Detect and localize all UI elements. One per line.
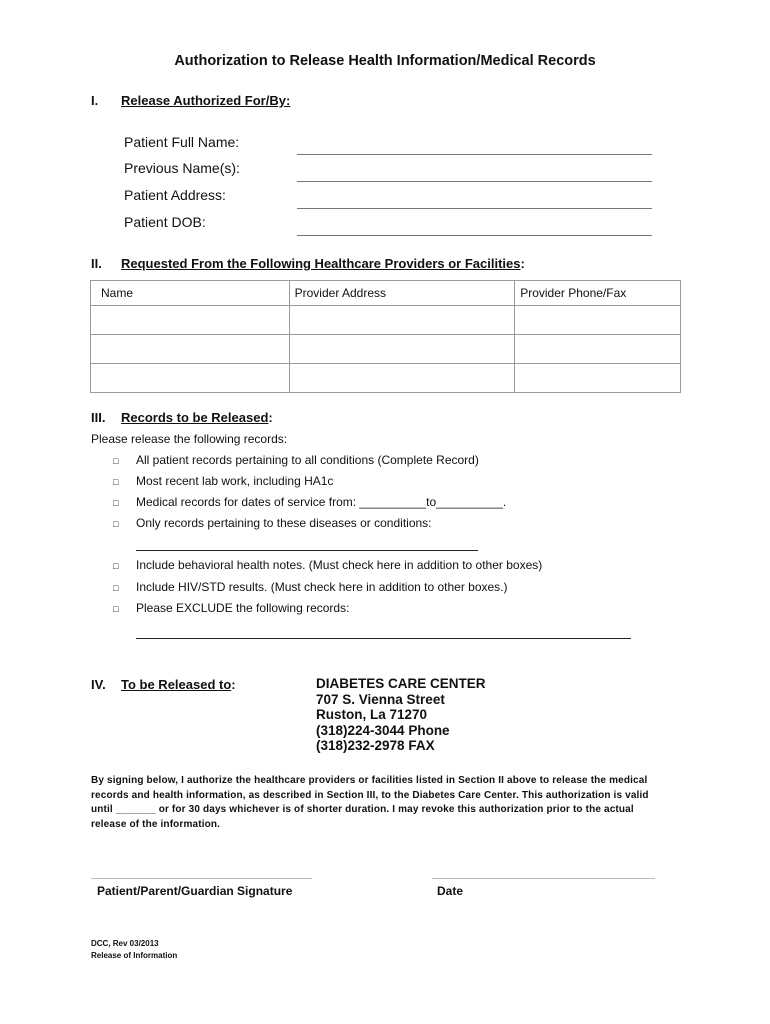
table-cell[interactable] (289, 306, 515, 335)
address-fax: (318)232-2978 FAX (316, 738, 435, 753)
date-line[interactable] (432, 878, 655, 879)
patient-dob-field[interactable] (297, 235, 652, 236)
table-cell[interactable] (289, 335, 515, 364)
section-4-heading (121, 677, 236, 692)
footer-doc-name: Release of Information (91, 951, 178, 960)
footer (91, 938, 177, 962)
table-cell[interactable] (91, 364, 290, 393)
checkbox-specific-conditions[interactable]: □ (113, 519, 119, 529)
table-row (91, 335, 681, 364)
footer-revision: DCC, Rev 03/2013 (91, 939, 159, 948)
column-header-provider-phone-fax: Provider Phone/Fax (515, 281, 681, 306)
release-to-address (316, 676, 486, 754)
patient-dob-label: Patient DOB: (124, 214, 206, 230)
patient-address-field[interactable] (297, 208, 652, 209)
record-option-hiv-std: Include HIV/STD results. (Must check here in addition to other boxes.) (136, 580, 508, 594)
table-cell[interactable] (289, 364, 515, 393)
section-4-number: IV. (91, 677, 106, 692)
records-intro-text: Please release the following records: (91, 432, 288, 446)
section-2-heading-text: Requested From the Following Healthcare Providers or Facilities (121, 256, 521, 271)
patient-full-name-field[interactable] (297, 154, 652, 155)
section-4-colon: : (231, 677, 236, 692)
record-option-specific-conditions: Only records pertaining to these diseases or conditions: (136, 516, 432, 530)
page-title: Authorization to Release Health Information/Medical Records (174, 53, 596, 69)
column-header-provider-address: Provider Address (289, 281, 515, 306)
table-cell[interactable] (515, 335, 681, 364)
date-label: Date (437, 884, 464, 898)
section-3-number: III. (91, 410, 106, 425)
address-city-state-zip: Ruston, La 71270 (316, 707, 428, 722)
checkbox-hiv-std[interactable]: □ (113, 583, 119, 593)
record-option-recent-lab-work: Most recent lab work, including HA1c (136, 474, 334, 488)
section-1-heading (121, 93, 290, 108)
table-cell[interactable] (515, 306, 681, 335)
table-cell[interactable] (91, 335, 290, 364)
section-3-heading (121, 410, 273, 425)
section-3-heading-text: Records to be Released (121, 410, 269, 425)
table-row (91, 306, 681, 335)
previous-names-label: Previous Name(s): (124, 160, 240, 176)
table-row (91, 364, 681, 393)
providers-table (90, 280, 681, 393)
previous-names-field[interactable] (297, 181, 652, 182)
section-2-heading (121, 256, 525, 271)
column-header-name: Name (91, 281, 290, 306)
record-option-exclude-records: Please EXCLUDE the following records: (136, 601, 350, 615)
table-cell[interactable] (91, 306, 290, 335)
patient-full-name-label: Patient Full Name: (124, 134, 240, 150)
signature-label: Patient/Parent/Guardian Signature (97, 884, 293, 898)
section-4-heading-text: To be Released to (121, 677, 232, 692)
section-3-colon: : (268, 410, 273, 425)
section-1-number: I. (91, 93, 99, 108)
section-2-colon: : (520, 256, 525, 271)
checkbox-recent-lab-work[interactable]: □ (113, 477, 119, 487)
checkbox-exclude-records[interactable]: □ (113, 604, 119, 614)
record-option-dates-of-service: Medical records for dates of service from: __________to__________. (136, 495, 507, 509)
signature-line[interactable] (91, 878, 312, 879)
table-header-row (91, 281, 681, 306)
address-phone: (318)224-3044 Phone (316, 722, 450, 738)
table-cell[interactable] (515, 364, 681, 393)
record-option-complete-record: All patient records pertaining to all conditions (Complete Record) (136, 453, 479, 467)
section-1-heading-text: Release Authorized For/By: (121, 93, 291, 108)
address-org-name: DIABETES CARE CENTER (316, 676, 486, 691)
record-option-behavioral-health: Include behavioral health notes. (Must check here in addition to other boxes) (136, 558, 543, 572)
checkbox-behavioral-health[interactable]: □ (113, 561, 119, 571)
checkbox-complete-record[interactable]: □ (113, 456, 119, 466)
conditions-input-line[interactable] (136, 550, 478, 551)
checkbox-dates-of-service[interactable]: □ (113, 498, 119, 508)
address-street: 707 S. Vienna Street (316, 691, 445, 707)
section-2-number: II. (91, 256, 102, 271)
exclude-records-input-line[interactable] (136, 638, 631, 639)
authorization-statement: By signing below, I authorize the healthcare providers or facilities listed in Section II above to release the medical records and health information, as described in Section III, to the Diabetes Care Center. This authorization is valid until _______ or for 30 days whichever is of shorter duration. I may revoke this authorization prior to the actual release of the information. (91, 775, 649, 830)
patient-address-label: Patient Address: (124, 187, 226, 203)
